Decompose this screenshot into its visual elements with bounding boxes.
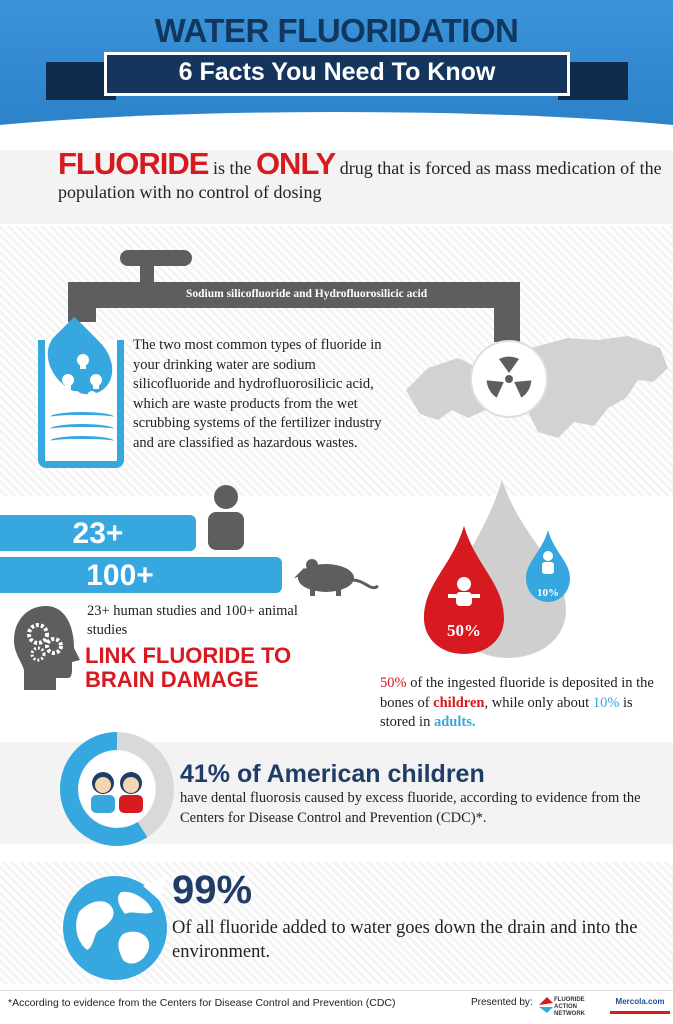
studies-text: 23+ human studies and 100+ animal studies [87, 603, 298, 638]
page-title: WATER FLUORIDATION [154, 12, 519, 49]
fact4-text-part2: , while only about [484, 694, 593, 711]
person-icon [206, 484, 246, 550]
faucet-spout-icon [68, 282, 96, 322]
fact1-text-part1: is the [208, 158, 256, 178]
water-wave-icon [50, 412, 114, 422]
fluoride-drops-graphic [412, 480, 578, 660]
fact1-text-part2: drug that is forced as mass medication of the population with no control of dosing [58, 158, 662, 202]
fact1-statement [58, 146, 668, 204]
fact2-text: The two most common types of fluoride in your drinking water are sodium silicofluoride and hydrofluorosilicic acid, which are waste products from the wet scrubbing systems of the fertilizer industry and are classified as hazardous wastes. [133, 337, 382, 451]
fact4-text [380, 674, 670, 733]
drain-text: Of all fluoride added to water goes down the drain and into the environment. [172, 918, 638, 962]
adults-word: adults. [433, 714, 476, 730]
footer-divider [0, 990, 673, 991]
children-percent-inline: 50% [380, 675, 407, 691]
fact4-text-part1: of the ingested fluoride is deposited in the bones of [380, 675, 654, 711]
drain-stat: 99% [172, 868, 253, 912]
rat-icon [290, 552, 382, 596]
brain-damage-headline: LINK FLUORIDE TO BRAIN DAMAGE [85, 643, 292, 692]
fluorosis-stat: 41% of American children [180, 760, 485, 788]
fan-logo-text: FLUORIDE ACTION NETWORK [554, 997, 585, 1017]
head-gears-icon [12, 604, 82, 692]
fluorosis-ring-chart [59, 731, 175, 847]
water-wave-icon [50, 424, 114, 434]
children-word: children [433, 694, 485, 711]
faucet-handle-icon [120, 250, 192, 266]
water-wave-icon [50, 436, 114, 446]
skull-drop-icon [56, 350, 110, 406]
human-studies-count: 23+ [72, 517, 124, 550]
animal-studies-count: 100+ [86, 559, 154, 592]
fact4-text-part3: is stored in [380, 694, 633, 730]
page-subtitle: 6 Facts You Need To Know [178, 58, 496, 86]
fluoride-word: FLUORIDE [58, 146, 209, 181]
only-word: ONLY [255, 146, 336, 181]
presented-by-label: Presented by: [471, 997, 533, 1008]
adults-percent-label: 10% [537, 587, 559, 599]
fluorosis-text: have dental fluorosis caused by excess fluoride, according to evidence from the Centers for Disease Control and Prevention (CDC)*. [180, 790, 641, 826]
faucet-stem-icon [140, 262, 154, 284]
children-percent-label: 50% [447, 621, 481, 640]
globe-icon [59, 872, 171, 984]
pipe-label: Sodium silicofluoride and Hydrofluorosilicic acid [186, 288, 428, 300]
radiation-icon [485, 355, 533, 403]
footnote: *According to evidence from the Centers for Disease Control and Prevention (CDC) [8, 997, 396, 1009]
adults-percent-inline: 10% [592, 694, 620, 711]
mercola-logo-text: Mercola.com [615, 997, 665, 1006]
adult-icon [542, 551, 554, 574]
